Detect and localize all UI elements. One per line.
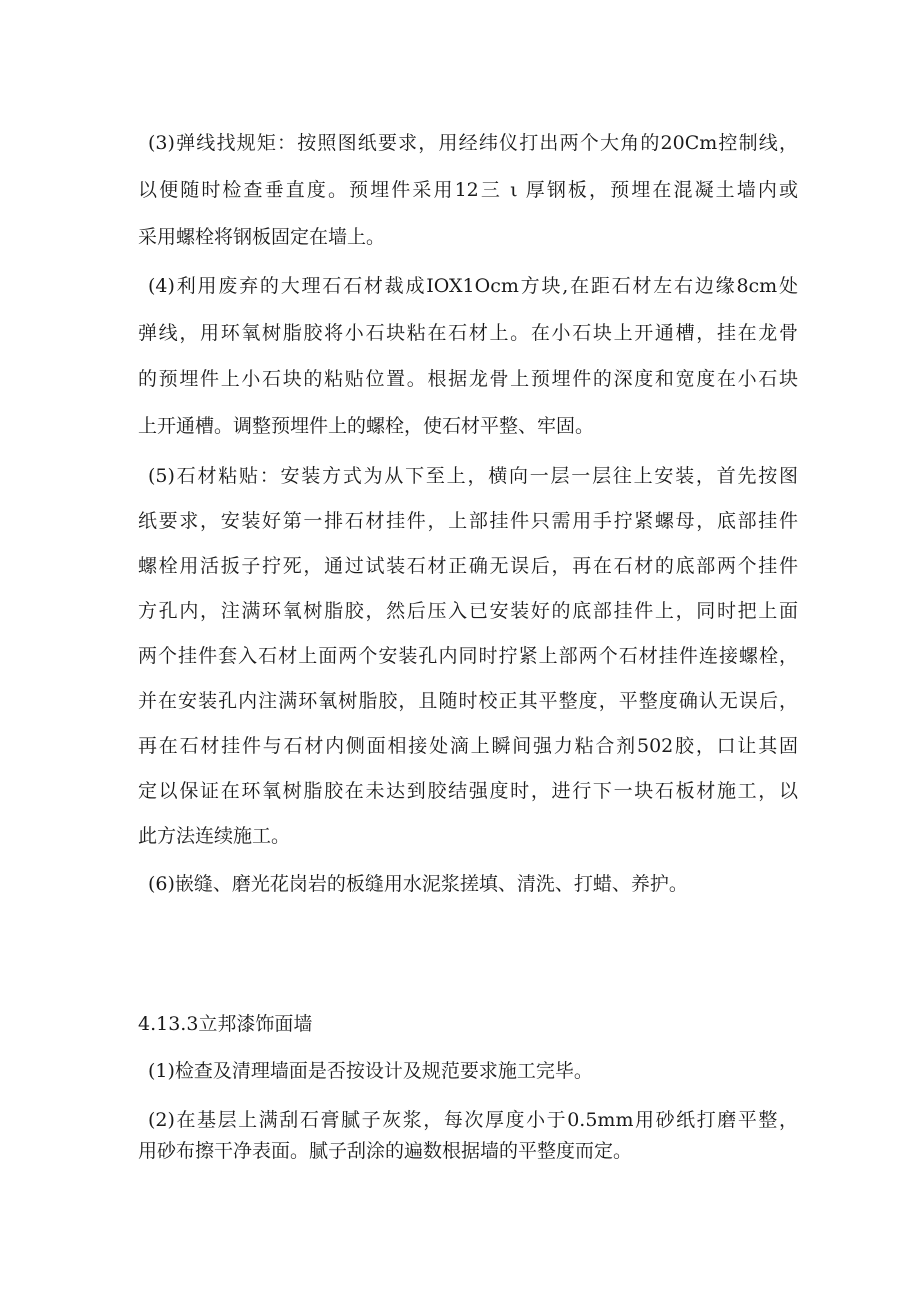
sub-paragraph-2-line-1: (2)在基层上满刮石膏腻子灰浆，每次厚度小于0.5mm用砂纸打磨平整， — [148, 1109, 798, 1131]
paragraph-5-line-4: 方孔内，注满环氧树脂胶，然后压入已安装好的底部挂件上，同时把上面 — [138, 600, 798, 622]
paragraph-5-line-6: 并在安装孔内注满环氧树脂胶，且随时校正其平整度，平整度确认无误后， — [138, 690, 798, 712]
paragraph-5-line-1: (5)石材粘贴：安装方式为从下至上，横向一层一层往上安装，首先按图 — [148, 465, 798, 487]
paragraph-5-line-9: 此方法连续施工。 — [138, 825, 291, 847]
paragraph-5-line-3: 螺栓用活扳子拧死，通过试装石材正确无误后，再在石材的底部两个挂件 — [138, 555, 798, 577]
paragraph-5-line-2: 纸要求，安装好第一排石材挂件，上部挂件只需用手拧紧螺母，底部挂件 — [138, 510, 798, 532]
paragraph-4-line-4: 上开通槽。调整预埋件上的螺栓，使石材平整、牢固。 — [138, 415, 595, 437]
sub-paragraph-2-line-2: 用砂布擦干净表面。腻子刮涂的遍数根据墙的平整度而定。 — [138, 1140, 633, 1162]
paragraph-5-line-5: 两个挂件套入石材上面两个安装孔内同时拧紧上部两个石材挂件连接螺栓， — [138, 645, 798, 667]
paragraph-5-line-7: 再在石材挂件与石材内侧面相接处滴上瞬间强力粘合剂502胶，口让其固 — [138, 735, 798, 757]
paragraph-4-line-1: (4)利用废弃的大理石石材裁成IOX1Ocm方块,在距石材左右边缘8cm处 — [148, 275, 798, 297]
paragraph-6-line-1: (6)嵌缝、磨光花岗岩的板缝用水泥浆搓填、清洗、打蜡、养护。 — [148, 873, 688, 895]
paragraph-3-line-1: (3)弹线找规矩：按照图纸要求，用经纬仪打出两个大角的20Cm控制线， — [148, 132, 798, 154]
paragraph-4-line-3: 的预埋件上小石块的粘贴位置。根据龙骨上预埋件的深度和宽度在小石块 — [138, 368, 798, 390]
paragraph-3-line-2: 以便随时检查垂直度。预埋件采用12三 ι 厚钢板，预埋在混凝土墙内或 — [138, 179, 798, 201]
section-heading: 4.13.3立邦漆饰面墙 — [138, 1013, 313, 1035]
paragraph-5-line-8: 定以保证在环氧树脂胶在未达到胶结强度时，进行下一块石板材施工，以 — [138, 780, 798, 802]
paragraph-4-line-2: 弹线，用环氧树脂胶将小石块粘在石材上。在小石块上开通槽，挂在龙骨 — [138, 322, 798, 344]
sub-paragraph-1-line-1: (1)检查及清理墙面是否按设计及规范要求施工完毕。 — [148, 1060, 593, 1082]
paragraph-3-line-3: 采用螺栓将钢板固定在墙上。 — [138, 226, 386, 248]
